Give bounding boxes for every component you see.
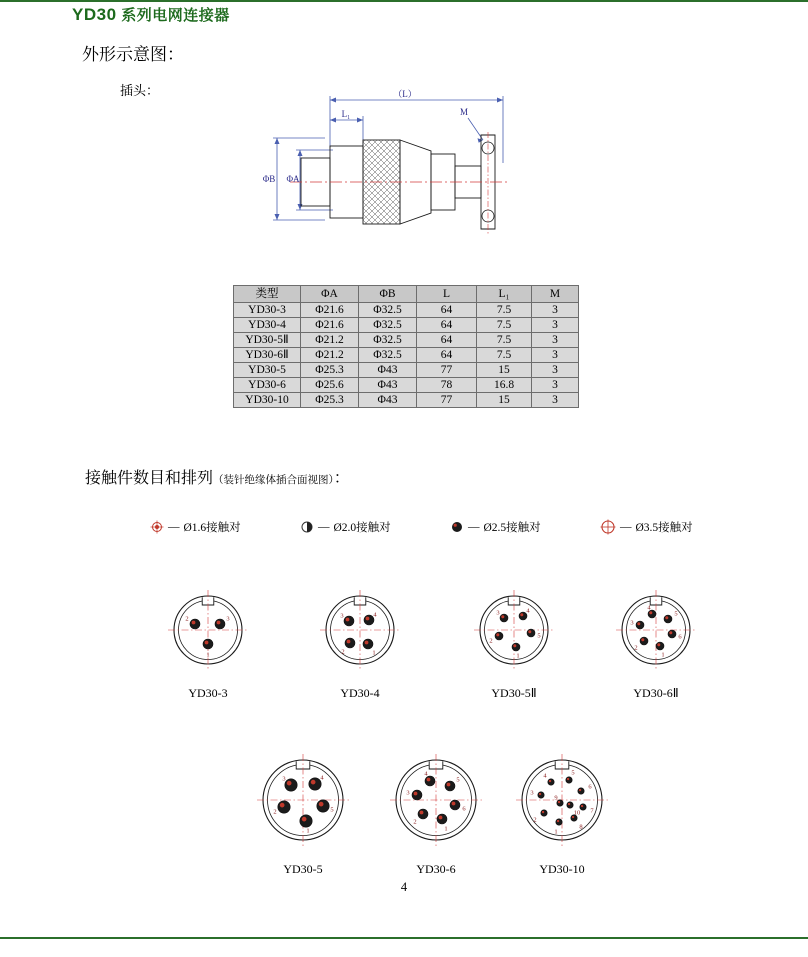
svg-text:4: 4 <box>526 607 530 615</box>
table-cell: 7.5 <box>477 348 532 363</box>
table-cell: 7.5 <box>477 318 532 333</box>
svg-text:2: 2 <box>489 637 493 645</box>
table-cell: 64 <box>417 348 477 363</box>
svg-text:1: 1 <box>516 652 520 660</box>
table-cell: Φ32.5 <box>359 303 417 318</box>
connector-face-yd30-6ii <box>606 580 706 680</box>
table-row <box>234 303 579 318</box>
dim-L1-label: L₁ <box>341 109 351 119</box>
table-header-cell: M <box>532 286 579 303</box>
table-cell: YD30-5Ⅱ <box>234 333 301 348</box>
dim-M-label: M <box>459 107 469 117</box>
legend-dash: — <box>168 521 180 533</box>
contact-size-legend <box>150 519 770 539</box>
legend-item <box>450 519 541 535</box>
page-title-prefix: YD30 <box>72 5 117 24</box>
table-cell: 64 <box>417 318 477 333</box>
table-cell: Φ25.3 <box>301 393 359 408</box>
table-cell: Φ32.5 <box>359 318 417 333</box>
contact-1-6-icon <box>150 520 164 534</box>
table-cell: 3 <box>532 393 579 408</box>
contacts-heading-note: （装针绝缘体插合面视图） <box>213 475 334 486</box>
connector-label-yd30-5ii: YD30-5Ⅱ <box>491 686 537 700</box>
connector-face-yd30-5ii <box>464 580 564 680</box>
table-cell: 77 <box>417 393 477 408</box>
svg-text:5: 5 <box>456 776 460 784</box>
bottom-divider <box>0 937 808 939</box>
table-cell: 78 <box>417 378 477 393</box>
table-row <box>234 363 579 378</box>
connector-label-yd30-6ii: YD30-6Ⅱ <box>633 686 679 700</box>
table-row <box>234 378 579 393</box>
dim-PhiB-label: ΦB <box>262 174 276 184</box>
svg-text:5: 5 <box>537 632 541 640</box>
svg-text:2: 2 <box>413 818 417 826</box>
svg-text:1: 1 <box>661 651 665 659</box>
table-cell: Φ32.5 <box>359 348 417 363</box>
connector-label-yd30-10: YD30-10 <box>539 862 585 876</box>
connector-face-yd30-4 <box>310 580 410 680</box>
contact-2-5-icon <box>450 520 464 534</box>
table-row <box>234 393 579 408</box>
svg-text:4: 4 <box>424 770 428 778</box>
page-title <box>72 4 230 25</box>
svg-text:6: 6 <box>588 783 592 791</box>
contacts-heading-colon: ： <box>333 470 350 487</box>
table-cell: YD30-6 <box>234 378 301 393</box>
connector-face-yd30-10 <box>506 744 618 856</box>
legend-item <box>600 519 693 535</box>
table-cell: 3 <box>532 333 579 348</box>
connector-outline-drawing <box>255 88 535 258</box>
specification-table <box>233 285 579 408</box>
table-cell: Φ43 <box>359 363 417 378</box>
table-header-cell: L₁ <box>477 286 532 303</box>
table-cell: 3 <box>532 303 579 318</box>
svg-text:5: 5 <box>674 610 678 618</box>
contacts-heading-main: 接触件数目和排列 <box>85 470 214 487</box>
contact-2-0-icon <box>300 520 314 534</box>
svg-text:3: 3 <box>630 619 634 627</box>
table-cell: YD30-10 <box>234 393 301 408</box>
table-cell: 3 <box>532 378 579 393</box>
table-cell: Φ21.6 <box>301 318 359 333</box>
svg-text:10: 10 <box>573 809 581 817</box>
table-cell: Φ21.6 <box>301 303 359 318</box>
table-cell: Φ43 <box>359 378 417 393</box>
svg-text:5: 5 <box>571 769 575 777</box>
svg-text:2: 2 <box>273 808 277 816</box>
table-header-cell: ΦA <box>301 286 359 303</box>
svg-text:3: 3 <box>530 789 534 797</box>
legend-label: Ø3.5接触对 <box>635 522 693 534</box>
page-title-rest: 系列电网连接器 <box>116 7 230 24</box>
svg-text:2: 2 <box>185 615 189 623</box>
svg-text:1: 1 <box>554 828 558 836</box>
svg-text:6: 6 <box>678 633 682 641</box>
page-number: 4 <box>400 880 408 894</box>
table-header-cell: ΦB <box>359 286 417 303</box>
table-cell: 7.5 <box>477 303 532 318</box>
svg-text:6: 6 <box>462 805 466 813</box>
svg-text:4: 4 <box>373 611 377 619</box>
outline-heading: 外形示意图： <box>82 45 184 64</box>
connector-face-yd30-6 <box>380 744 492 856</box>
legend-dash: — <box>468 521 480 533</box>
svg-text:7: 7 <box>590 807 594 815</box>
connector-label-yd30-5: YD30-5 <box>283 862 323 876</box>
svg-text:3: 3 <box>226 615 230 623</box>
legend-label: Ø2.5接触对 <box>483 522 541 534</box>
contact-3-5-icon <box>600 519 616 535</box>
table-cell: YD30-5 <box>234 363 301 378</box>
dim-L-label: （L） <box>393 89 417 99</box>
svg-text:1: 1 <box>306 827 310 835</box>
table-cell: Φ21.2 <box>301 348 359 363</box>
svg-text:3: 3 <box>282 775 286 783</box>
connector-face-yd30-5 <box>247 744 359 856</box>
legend-item <box>150 519 241 535</box>
table-cell: YD30-4 <box>234 318 301 333</box>
table-cell: 7.5 <box>477 333 532 348</box>
svg-text:8: 8 <box>579 823 583 831</box>
table-cell: Φ25.3 <box>301 363 359 378</box>
table-cell: 16.8 <box>477 378 532 393</box>
table-cell: Φ21.2 <box>301 333 359 348</box>
table-cell: 77 <box>417 363 477 378</box>
svg-text:3: 3 <box>406 789 410 797</box>
connector-label-yd30-4: YD30-4 <box>340 686 380 700</box>
connector-label-yd30-3: YD30-3 <box>188 686 228 700</box>
table-cell: 64 <box>417 333 477 348</box>
table-cell: Φ25.6 <box>301 378 359 393</box>
table-cell: 15 <box>477 363 532 378</box>
legend-label: Ø1.6接触对 <box>183 522 241 534</box>
connector-face-yd30-3 <box>158 580 258 680</box>
svg-text:2: 2 <box>634 644 638 652</box>
table-cell: 15 <box>477 393 532 408</box>
svg-text:1: 1 <box>206 651 210 659</box>
table-cell: Φ32.5 <box>359 333 417 348</box>
table-cell: 3 <box>532 363 579 378</box>
svg-text:9: 9 <box>554 794 558 802</box>
svg-text:4: 4 <box>647 604 651 612</box>
table-cell: YD30-6Ⅱ <box>234 348 301 363</box>
svg-text:3: 3 <box>340 612 344 620</box>
legend-item <box>300 519 391 535</box>
connector-label-yd30-6: YD30-6 <box>416 862 456 876</box>
legend-label: Ø2.0接触对 <box>333 522 391 534</box>
table-cell: 3 <box>532 348 579 363</box>
svg-text:2: 2 <box>341 648 345 656</box>
legend-dash: — <box>620 521 632 533</box>
svg-text:4: 4 <box>320 774 324 782</box>
table-cell: Φ43 <box>359 393 417 408</box>
svg-text:1: 1 <box>372 649 376 657</box>
svg-text:1: 1 <box>444 825 448 833</box>
svg-text:2: 2 <box>533 816 537 824</box>
svg-text:4: 4 <box>543 772 547 780</box>
table-row <box>234 318 579 333</box>
plug-label: 插头： <box>120 83 160 98</box>
svg-text:5: 5 <box>330 806 334 814</box>
table-cell: YD30-3 <box>234 303 301 318</box>
svg-text:3: 3 <box>496 609 500 617</box>
table-header-row <box>234 286 579 303</box>
table-cell: 3 <box>532 318 579 333</box>
table-row <box>234 333 579 348</box>
table-header-cell: 类型 <box>234 286 301 303</box>
table-header-cell: L <box>417 286 477 303</box>
table-row <box>234 348 579 363</box>
contacts-heading <box>85 465 350 488</box>
legend-dash: — <box>318 521 330 533</box>
top-divider <box>0 0 808 2</box>
table-cell: 64 <box>417 303 477 318</box>
dim-PhiA-label: ΦA <box>286 174 300 184</box>
